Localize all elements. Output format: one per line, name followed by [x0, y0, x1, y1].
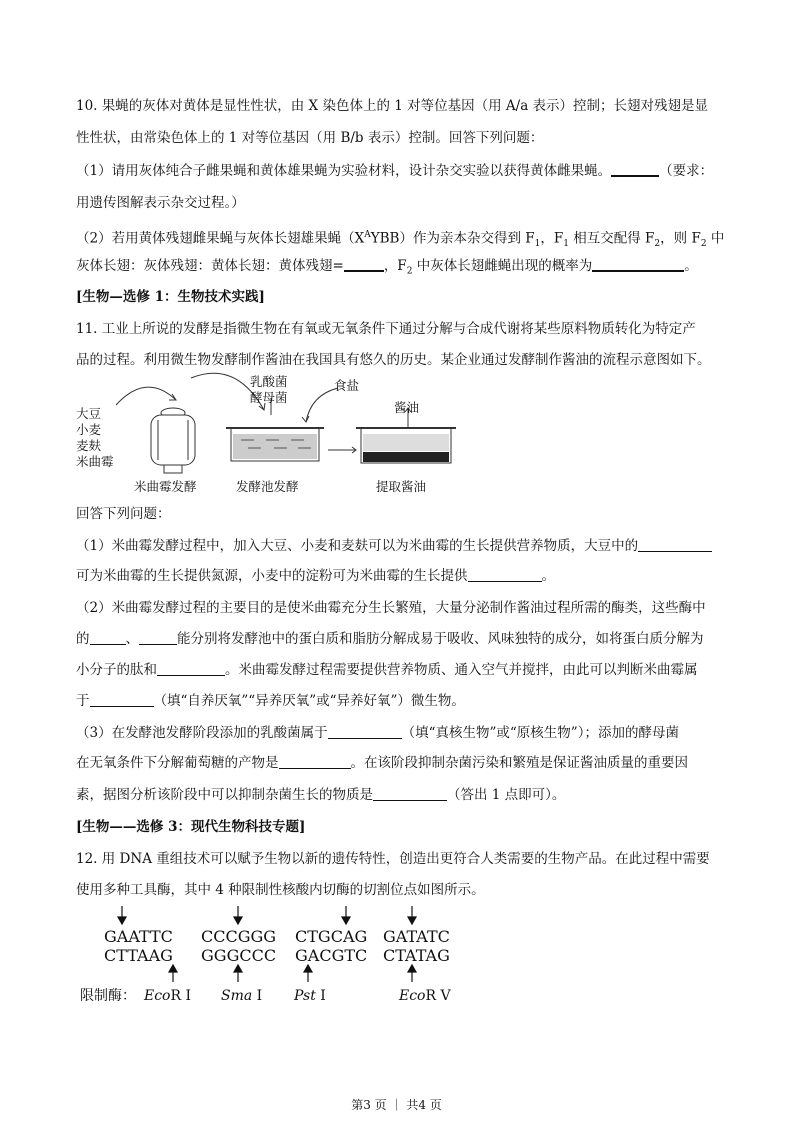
q10-part2-text: 相互交配得 F: [568, 230, 655, 247]
section-header-elective-1: [生物—选修 1：生物技术实践]: [76, 289, 265, 305]
arrow-ingredients-to-tank: [116, 387, 176, 405]
ingredient-label: 麦麸: [76, 438, 102, 453]
enzyme-name-ecorv: EcoR V: [399, 988, 451, 1004]
q10-part2-text: YBB）作为亲本杂交得到 F: [370, 230, 535, 247]
enzyme-name-ecori: EcoR I: [144, 988, 192, 1004]
q11-part3: [76, 723, 726, 743]
microbe-label: 乳酸菌: [250, 374, 288, 389]
q10-part2-text: 中灰体长翅雌蝇出现的概率为: [412, 258, 593, 274]
q12-line2: 使用多种工具酶，其中 4 种限制性核酸内切酶的切割位点如图所示。: [76, 882, 485, 898]
answer-blank[interactable]: [611, 161, 659, 177]
q10-part2-text: 灰体长翅：灰体残翅：黄体长翅：黄体残翅=: [76, 258, 344, 274]
dna-sequence-top: CTGCAG: [295, 927, 368, 946]
fermentation-tank-icon: [151, 408, 195, 473]
q11-part2-text: （填“自养厌氧”“异养厌氧”或“异养好氧”）微生物。: [153, 693, 465, 709]
section-header-elective-3: [生物——选修 3：现代生物科技专题]: [76, 819, 306, 835]
q11-part3-cont: [76, 753, 726, 773]
salt-label: 食盐: [334, 378, 360, 393]
cut-arrow-top: [118, 906, 126, 924]
page-footer: 第3 页 ｜ 共4 页: [351, 1098, 442, 1112]
arrow-salt: [306, 388, 338, 422]
cut-arrow-top: [408, 906, 416, 924]
q11-part3-text: 。在该阶段抑制杂菌污染和繁殖是保证酱油质量的重要因: [350, 755, 688, 771]
q11-line1: 11. 工业上所说的发酵是指微生物在有氧或无氧条件下通过分解与合成代谢将某些原料物质转化为特定产: [76, 321, 696, 337]
ingredient-label: 大豆: [76, 406, 102, 421]
cut-arrow-bottom: [234, 965, 242, 982]
dna-sequence-bottom: GGGCCC: [201, 946, 277, 965]
dna-sequence-bottom: CTATAG: [383, 946, 450, 965]
answer-blank[interactable]: [90, 692, 154, 707]
enzyme-label-title: 限制酶：: [80, 988, 136, 1004]
dna-sequence-top: GAATTC: [104, 927, 173, 946]
dna-sequence-top: GATATC: [383, 927, 450, 946]
q10-part2-text: 。: [684, 258, 698, 274]
step-label: 米曲霉发酵: [134, 479, 197, 494]
q11-part3-text: （填“真核生物”或“原核生物”）；添加的酵母菌: [401, 725, 679, 741]
enzyme-name-psti: Pst I: [294, 988, 326, 1004]
q10-part2-text: 中: [706, 230, 725, 247]
answer-blank[interactable]: [373, 786, 447, 801]
q11-part3-text: （答出 1 点即可）。: [447, 787, 566, 803]
cut-arrow-bottom: [169, 965, 177, 982]
answer-blank[interactable]: [468, 567, 542, 582]
q11-part2-text: 于: [76, 693, 90, 709]
q10-part1-text: （1）请用灰体纯合子雌果蝇和黄体雄果蝇为实验材料，设计杂交实验以获得黄体雌果蝇。: [76, 163, 612, 179]
q11-part2-cont: [76, 660, 726, 680]
q11-part1-cont: [76, 566, 726, 586]
q10-part2-cont: [76, 256, 726, 282]
dna-sequence-bottom: GACGTC: [295, 946, 368, 965]
q10-part1-req: （要求：: [659, 163, 714, 179]
dna-sequence-top: CCCGGG: [201, 927, 277, 946]
cut-arrow-top: [342, 906, 350, 924]
q11-part1-text: 。: [541, 568, 555, 584]
subscript: 1: [563, 239, 569, 250]
step-label: 提取酱油: [376, 479, 427, 494]
subscript: 2: [406, 266, 413, 277]
q11-line2: 品的过程。利用微生物发酵制作酱油在我国具有悠久的历史。某企业通过发酵制作酱油的流程示意图如下。: [76, 352, 711, 368]
cut-arrow-bottom: [408, 965, 416, 982]
q11-part2-cont: [76, 629, 726, 649]
q11-part2-text: 。米曲霉发酵过程需要提供营养物质、通入空气并搅拌，由此可以判断米曲霉属: [225, 662, 698, 678]
q10-part2-text: ，F: [540, 230, 564, 247]
arrow-head: [302, 416, 309, 422]
restriction-enzyme-sites-diagram: [76, 898, 496, 1008]
enzyme-name-smai: Sma I: [221, 988, 263, 1004]
q10-part1: [76, 161, 726, 181]
answer-blank[interactable]: [90, 630, 126, 645]
q11-part3-text: 素，据图分析该阶段中可以抑制杂菌生长的物质是: [76, 787, 373, 803]
superscript: A: [364, 230, 371, 240]
q11-part2-text: 能分别将发酵池中的蛋白质和脂肪分解成易于吸收、风味独特的成分，如将蛋白质分解为: [177, 631, 704, 647]
q11-part3-text: （3）在发酵池发酵阶段添加的乳酸菌属于: [76, 725, 328, 741]
q10-part2-text: （2）若用黄体残翅雌果蝇与灰体长翅雄果蝇（X: [76, 230, 365, 247]
cut-arrow-top: [234, 906, 242, 924]
ingredient-label: 小麦: [76, 422, 102, 437]
q11-part3-text: 在无氧条件下分解葡萄糖的产物是: [76, 755, 279, 771]
extraction-container-icon: [356, 428, 456, 463]
answer-blank[interactable]: [638, 537, 712, 552]
fermentation-pool-icon: [226, 428, 324, 461]
q11-part3-cont: [76, 785, 726, 805]
q10-line2: 性性状，由常染色体上的 1 对等位基因（用 B/b 表示）控制。回答下列问题：: [76, 130, 544, 146]
q11-part1-text: （1）米曲霉发酵过程中，加入大豆、小麦和麦麸可以为米曲霉的生长提供营养物质，大豆中的: [76, 538, 639, 554]
q11-prompt: 回答下列问题：: [76, 506, 171, 522]
q10-line1: 10. 果蝇的灰体对黄体是显性性状，由 X 染色体上的 1 对等位基因（用 A/a 表示）控制；长翅对残翅是显: [76, 98, 709, 114]
subscript: 2: [700, 239, 707, 250]
subscript: 2: [654, 239, 661, 250]
q11-part2-text: 、: [125, 631, 139, 647]
q10-part2-text: ，F: [383, 258, 407, 274]
q11-part2: （2）米曲霉发酵过程的主要目的是使米曲霉充分生长繁殖，大量分泌制作酱油过程所需的酶类，这些酶中: [76, 600, 706, 616]
q11-part2-text: 的: [76, 631, 90, 647]
q10-part1-cont: 用遗传图解表示杂交过程。）: [76, 195, 245, 211]
soy-sauce-label: 酱油: [394, 400, 420, 415]
cut-arrow-bottom: [304, 965, 312, 982]
answer-blank[interactable]: [279, 754, 351, 769]
dna-sequence-bottom: CTTAAG: [104, 946, 173, 965]
answer-blank[interactable]: [592, 256, 684, 272]
microbe-label: 酵母菌: [250, 390, 288, 405]
answer-blank[interactable]: [344, 256, 384, 272]
q12-line1: 12. 用 DNA 重组技术可以赋予生物以新的遗传特性，创造出更符合人类需要的生物产品。在此过程中需要: [76, 851, 710, 867]
answer-blank[interactable]: [328, 724, 402, 739]
answer-blank[interactable]: [157, 661, 225, 676]
soy-sauce-process-diagram: [76, 370, 476, 500]
q11-part2-cont: [76, 691, 726, 711]
q11-part2-text: 小分子的肽和: [76, 662, 157, 678]
answer-blank[interactable]: [139, 630, 177, 645]
step-label: 发酵池发酵: [236, 479, 299, 494]
q10-part2-text: ，则 F: [660, 230, 701, 247]
q11-part1: [76, 536, 726, 556]
subscript: 1: [534, 239, 541, 250]
q10-part2: [76, 225, 726, 254]
q11-part1-text: 可为米曲霉的生长提供氮源，小麦中的淀粉可为米曲霉的生长提供: [76, 568, 468, 584]
ingredient-label: 米曲霉: [76, 454, 114, 469]
